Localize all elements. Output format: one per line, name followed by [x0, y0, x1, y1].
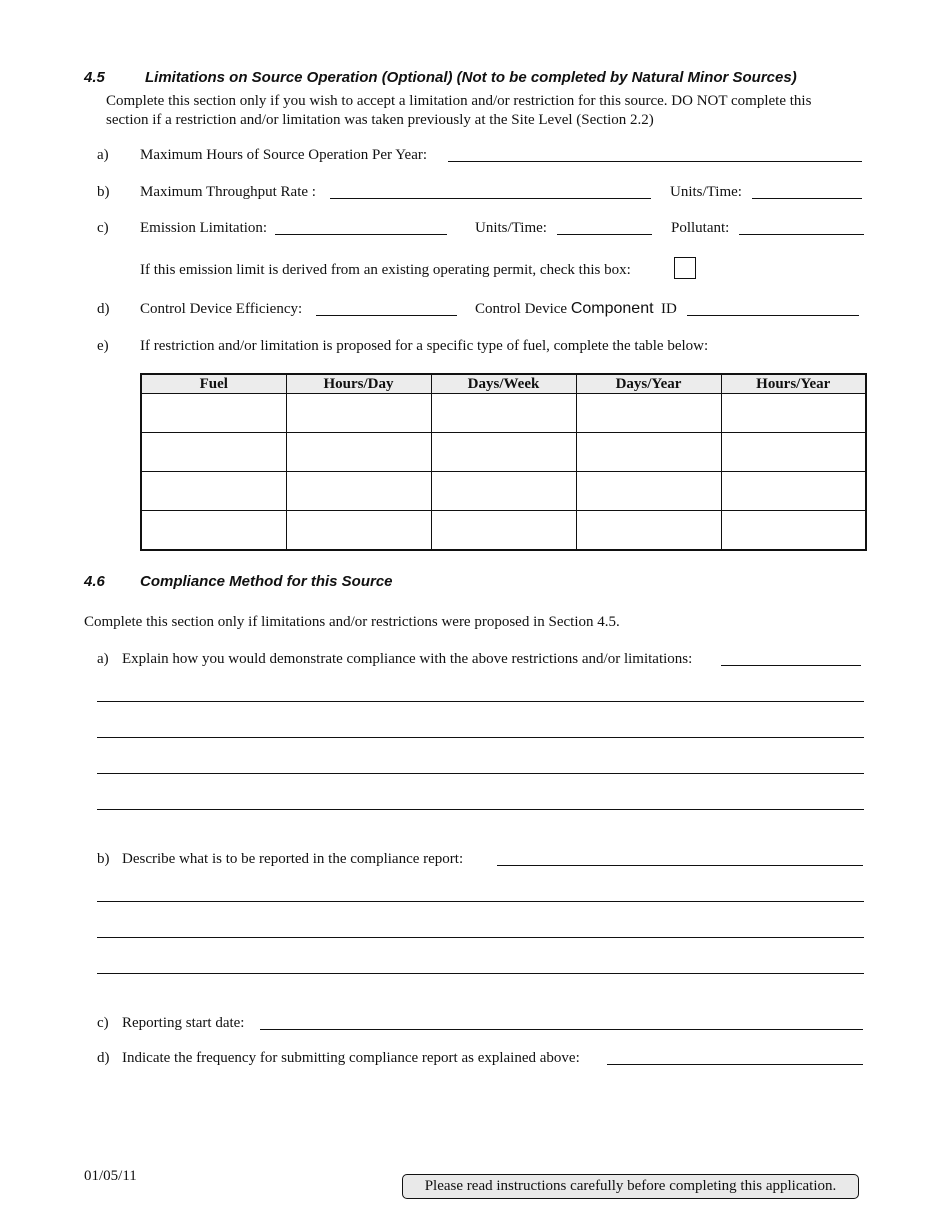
days-per-year-header: Days/Year	[576, 374, 721, 394]
section-4-5-intro-line-1: Complete this section only if you wish to accept a limitation and/or restriction for this source. DO NOT complete this	[106, 93, 812, 109]
fuel-cell[interactable]	[141, 394, 286, 433]
section-4-5-title: Limitations on Source Operation (Optional) (Not to be completed by Natural Minor Sources)	[145, 69, 797, 86]
pollutant-label: Pollutant:	[671, 220, 730, 236]
hours-per-year-cell[interactable]	[721, 472, 866, 511]
emission-units-field[interactable]	[557, 234, 652, 235]
report-frequency-label: Indicate the frequency for submitting compliance report as explained above:	[122, 1050, 580, 1066]
control-efficiency-field[interactable]	[316, 315, 457, 316]
compliance-explain-line[interactable]	[97, 737, 864, 738]
section-4-5-number: 4.5	[84, 69, 105, 86]
days-per-year-cell[interactable]	[576, 433, 721, 472]
reporting-start-date-field[interactable]	[260, 1029, 863, 1030]
permit-checkbox[interactable]	[674, 257, 696, 279]
emission-limitation-label: Emission Limitation:	[140, 220, 268, 236]
revision-date: 01/05/11	[84, 1168, 137, 1184]
section-4-6-intro: Complete this section only if limitations and/or restrictions were proposed in Section 4.5.	[84, 614, 620, 630]
section-4-6-number: 4.6	[84, 573, 105, 590]
report-content-line[interactable]	[97, 973, 864, 974]
report-frequency-field[interactable]	[607, 1064, 863, 1065]
item-d-marker: d)	[97, 301, 110, 317]
item-c-marker: c)	[97, 220, 109, 236]
days-per-year-cell[interactable]	[576, 394, 721, 433]
fuel-table-instruction: If restriction and/or limitation is proposed for a specific type of fuel, complete the table below:	[140, 338, 709, 354]
control-efficiency-label: Control Device Efficiency:	[140, 301, 303, 317]
item-b-marker: b)	[97, 184, 110, 200]
hours-per-day-cell[interactable]	[286, 433, 431, 472]
permit-check-label: If this emission limit is derived from an existing operating permit, check this box:	[140, 262, 631, 278]
fuel-header: Fuel	[141, 374, 286, 394]
days-per-week-header: Days/Week	[431, 374, 576, 394]
fuel-cell[interactable]	[141, 472, 286, 511]
control-component-label: Control Device Component ID	[475, 300, 677, 317]
hours-per-day-cell[interactable]	[286, 472, 431, 511]
hours-per-year-header: Hours/Year	[721, 374, 866, 394]
table-row	[141, 511, 866, 551]
hours-per-day-cell[interactable]	[286, 394, 431, 433]
fuel-cell[interactable]	[141, 433, 286, 472]
max-hours-label: Maximum Hours of Source Operation Per Year:	[140, 147, 428, 163]
hours-per-day-cell[interactable]	[286, 511, 431, 551]
report-content-label: Describe what is to be reported in the compliance report:	[122, 851, 464, 867]
reporting-start-date-label: Reporting start date:	[122, 1015, 245, 1031]
max-throughput-field[interactable]	[330, 198, 651, 199]
hours-per-year-cell[interactable]	[721, 511, 866, 551]
item-a-marker: a)	[97, 147, 109, 163]
throughput-units-field[interactable]	[752, 198, 862, 199]
item-e-marker: e)	[97, 338, 109, 354]
compliance-explain-label: Explain how you would demonstrate compliance with the above restrictions and/or limitations:	[122, 651, 693, 667]
instructions-notice: Please read instructions carefully before completing this application.	[402, 1174, 859, 1199]
compliance-d-marker: d)	[97, 1050, 110, 1066]
days-per-year-cell[interactable]	[576, 511, 721, 551]
report-content-field[interactable]	[497, 865, 863, 866]
fuel-limitation-table	[140, 373, 867, 551]
section-4-5-intro-line-2: section if a restriction and/or limitation was taken previously at the Site Level (Section 2.2)	[106, 112, 654, 128]
fuel-table-header-row	[141, 374, 866, 394]
days-per-year-cell[interactable]	[576, 472, 721, 511]
emission-units-label: Units/Time:	[475, 220, 547, 236]
section-4-6-title: Compliance Method for this Source	[140, 573, 393, 590]
days-per-week-cell[interactable]	[431, 511, 576, 551]
days-per-week-cell[interactable]	[431, 433, 576, 472]
hours-per-year-cell[interactable]	[721, 394, 866, 433]
compliance-b-marker: b)	[97, 851, 110, 867]
days-per-week-cell[interactable]	[431, 394, 576, 433]
compliance-c-marker: c)	[97, 1015, 109, 1031]
hours-per-day-header: Hours/Day	[286, 374, 431, 394]
max-hours-field[interactable]	[448, 161, 862, 162]
control-component-id-field[interactable]	[687, 315, 859, 316]
report-content-line[interactable]	[97, 937, 864, 938]
max-throughput-label: Maximum Throughput Rate :	[140, 184, 316, 200]
pollutant-field[interactable]	[739, 234, 864, 235]
emission-limitation-field[interactable]	[275, 234, 447, 235]
hours-per-year-cell[interactable]	[721, 433, 866, 472]
compliance-a-marker: a)	[97, 651, 109, 667]
compliance-explain-line[interactable]	[97, 773, 864, 774]
fuel-cell[interactable]	[141, 511, 286, 551]
table-row	[141, 472, 866, 511]
table-row	[141, 394, 866, 433]
days-per-week-cell[interactable]	[431, 472, 576, 511]
compliance-explain-field[interactable]	[721, 665, 861, 666]
report-content-line[interactable]	[97, 901, 864, 902]
compliance-explain-line[interactable]	[97, 809, 864, 810]
compliance-explain-line[interactable]	[97, 701, 864, 702]
throughput-units-label: Units/Time:	[670, 184, 742, 200]
table-row	[141, 433, 866, 472]
